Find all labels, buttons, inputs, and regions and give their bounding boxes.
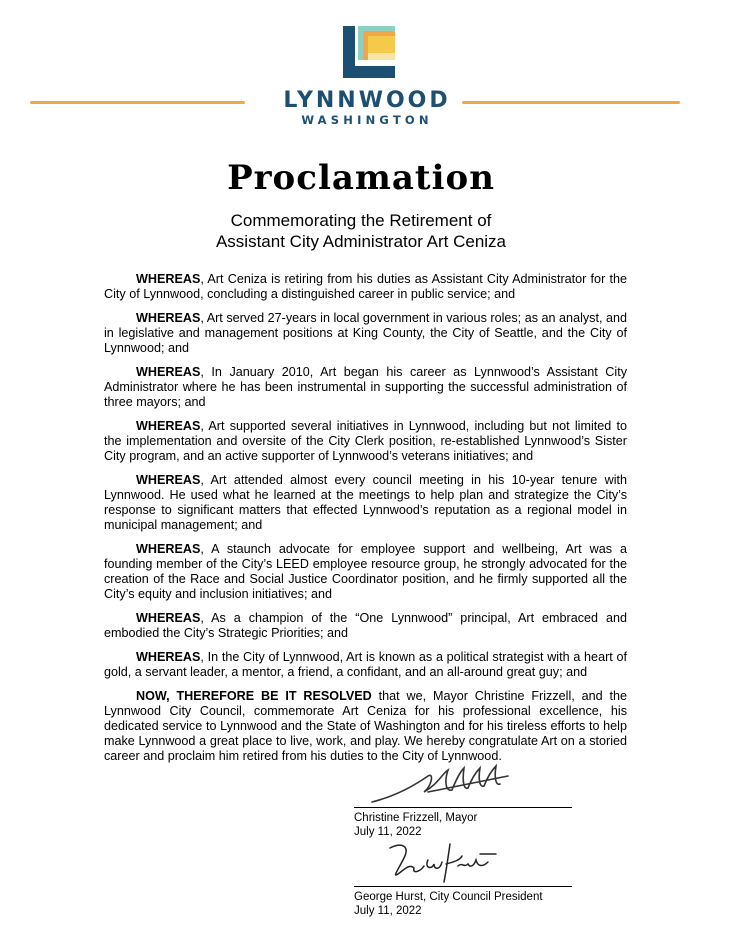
paragraph-text: , In January 2010, Art began his career as Lynnwood’s Assistant City Administrator where he has been instrumental in supporting the successful administration of three mayors; and xyxy=(104,365,627,409)
document-title: Proclamation xyxy=(227,158,495,198)
paragraph-lead: WHEREAS xyxy=(136,611,201,625)
paragraph-lead: WHEREAS xyxy=(136,473,201,487)
paragraph-text: , Art served 27-years in local government in various roles; as an analyst, and in legislative and management positions at King County, the City of Seattle, and the City of Lynnwood; and xyxy=(104,311,627,355)
paragraph-text: that we, Mayor Christine Frizzell, and the Lynnwood City Council, commemorate Art Ceniza for his professional excellence, his dedicated service to Lynnwood and the State of Washington and for his tireless efforts to help make Lynnwood a great place to live, work, and play. We hereby congratulate Art on a storied career and proclaim him retired from his duties to the City of Lynnwood. xyxy=(104,689,627,763)
paragraph-lead: NOW, THEREFORE BE IT RESOLVED xyxy=(136,689,372,703)
paragraph-text: , In the City of Lynnwood, Art is known as a political strategist with a heart of gold, a servant leader, a mentor, a friend, a confidant, and an all-around great guy; and xyxy=(104,650,627,679)
paragraph-text: , Art supported several initiatives in Lynnwood, including but not limited to the implementation and oversite of the City Clerk position, re-established Lynnwood’s Sister City program, and an active supporter of Lynnwood’s veterans initiatives; and xyxy=(104,419,627,463)
decorative-rule-right xyxy=(462,101,680,104)
paragraph-lead: WHEREAS xyxy=(136,311,201,325)
decorative-rule-left xyxy=(30,101,245,104)
paragraph-text: , Art attended almost every council meeting in his 10-year tenure with Lynnwood. He used what he learned at the meetings to help plan and strategize the City’s response to significant matters that effected Lynnwood’s reputation as a regional model in municipal management; and xyxy=(104,473,627,532)
signatory-name: Christine Frizzell, Mayor xyxy=(354,812,478,824)
logo-subtitle: WASHINGTON xyxy=(301,113,433,127)
paragraph-text: , Art Ceniza is retiring from his duties as Assistant City Administrator for the City of Lynnwood, concluding a distinguished career in public service; and xyxy=(104,272,627,301)
whereas-paragraph xyxy=(104,311,627,356)
signature-date: July 11, 2022 xyxy=(354,904,422,917)
whereas-paragraph xyxy=(104,611,627,641)
paragraph-lead: WHEREAS xyxy=(136,542,201,556)
signature-line xyxy=(354,807,572,808)
paragraph-lead: WHEREAS xyxy=(136,419,201,433)
logo-wordmark: LYNNWOOD xyxy=(283,88,451,113)
paragraph-text: , A staunch advocate for employee support and wellbeing, Art was a founding member of the City’s LEED employee resource group, he strongly advocated for the creation of the Race and Social Justice Coordinator position, and he firmly supported all the City’s equity and inclusion initiatives; and xyxy=(104,542,627,601)
subtitle-line-2: Assistant City Administrator Art Ceniza xyxy=(215,232,507,251)
paragraph-lead: WHEREAS xyxy=(136,650,201,664)
whereas-paragraph xyxy=(104,272,627,302)
council-president-signature-icon xyxy=(384,838,504,886)
mayor-signature-block xyxy=(354,807,572,839)
subtitle-line-1: Commemorating the Retirement of xyxy=(230,211,492,230)
whereas-paragraph xyxy=(104,650,627,680)
council-president-signature-block xyxy=(354,886,572,918)
whereas-paragraph xyxy=(104,365,627,410)
whereas-paragraph xyxy=(104,473,627,533)
whereas-paragraph xyxy=(104,419,627,464)
proclamation-body xyxy=(104,272,627,773)
lynnwood-logo-icon xyxy=(341,24,397,80)
paragraph-text: , As a champion of the “One Lynnwood” principal, Art embraced and embodied the City’s Strategic Priorities; and xyxy=(104,611,627,640)
signature-date: July 11, 2022 xyxy=(354,825,422,838)
paragraph-lead: WHEREAS xyxy=(136,365,201,379)
whereas-paragraph xyxy=(104,542,627,602)
resolution-paragraph xyxy=(104,689,627,764)
signature-line xyxy=(354,886,572,887)
letterhead xyxy=(0,0,732,140)
document-subtitle xyxy=(0,210,722,252)
signatory-name: George Hurst, City Council President xyxy=(354,891,543,903)
mayor-signature-icon xyxy=(368,762,518,808)
paragraph-lead: WHEREAS xyxy=(136,272,201,286)
